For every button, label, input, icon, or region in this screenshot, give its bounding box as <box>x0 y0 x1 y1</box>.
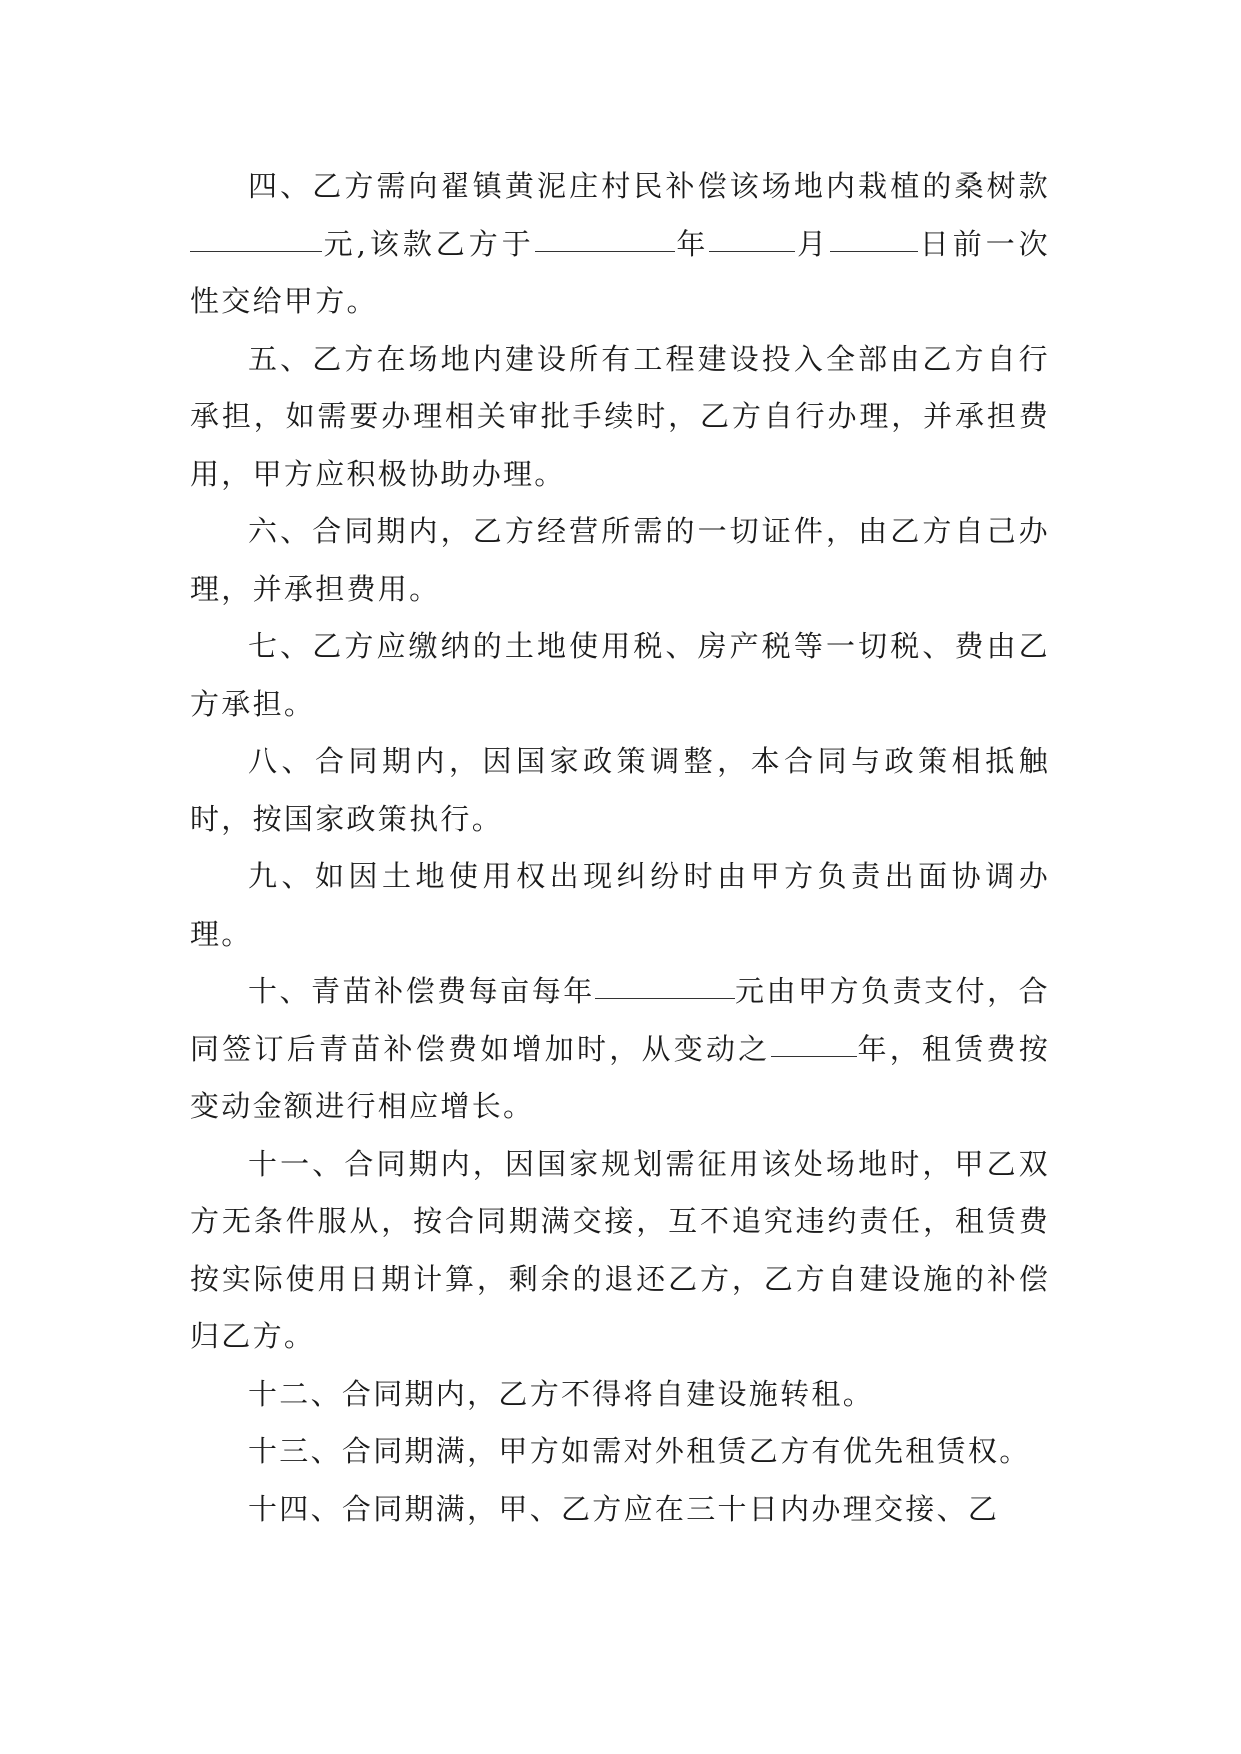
clause-9: 九、如因土地使用权出现纠纷时由甲方负责出面协调办理。 <box>190 859 1050 951</box>
seedling-fee-blank <box>595 969 735 999</box>
clause-4 <box>190 158 1050 331</box>
clause-10-text-3: 年，租赁费按变动金额进行相应增长。 <box>190 1031 1050 1123</box>
clause-4-text-3: 年 <box>674 226 710 261</box>
clause-4-text-1: 四、乙方需向翟镇黄泥庄村民补偿该场地内栽植的桑树款 <box>248 169 1050 203</box>
change-year-blank <box>771 1027 857 1057</box>
clause-10-text-1: 十、青苗补偿费每亩每年 <box>248 974 595 1008</box>
clause-14: 十四、合同期满，甲、乙方应在三十日内办理交接、乙 <box>248 1491 1000 1526</box>
payment-day-blank <box>830 222 918 252</box>
clause-10 <box>190 963 1050 1136</box>
clause-11: 十一、合同期内，因国家规划需征用该处场地时，甲乙双方无条件服从，按合同期满交接，互不追究违约责任，租赁费按实际使用日期计算，剩余的退还乙方，乙方自建设施的补偿归乙方。 <box>190 1146 1050 1353</box>
clause-6: 六、合同期内，乙方经营所需的一切证件，由乙方自己办理，并承担费用。 <box>190 514 1050 606</box>
compensation-amount-blank <box>190 222 322 252</box>
payment-year-blank <box>535 222 675 252</box>
clause-4-text-4: 月 <box>795 226 831 261</box>
clause-13: 十三、合同期满，甲方如需对外租赁乙方有优先租赁权。 <box>248 1434 1031 1468</box>
clause-8: 八、合同期内，因国家政策调整，本合同与政策相抵触时，按国家政策执行。 <box>190 744 1050 836</box>
payment-month-blank <box>709 222 795 252</box>
clause-10-text-2: 元由甲方负责支付，合同签订后青苗补偿费如增加时，从变动之 <box>190 974 1050 1066</box>
clause-4-text-2: 元,该款乙方于 <box>322 226 535 261</box>
clause-4-text-5: 日前一次性交给甲方。 <box>190 226 1050 318</box>
clause-12: 十二、合同期内，乙方不得将自建设施转租。 <box>248 1376 875 1411</box>
clause-5: 五、乙方在场地内建设所有工程建设投入全部由乙方自行承担，如需要办理相关审批手续时，乙方自行办理，并承担费用，甲方应积极协助办理。 <box>190 341 1050 491</box>
clause-7: 七、乙方应缴纳的土地使用税、房产税等一切税、费由乙方承担。 <box>190 629 1050 721</box>
document-page <box>190 158 1050 1538</box>
